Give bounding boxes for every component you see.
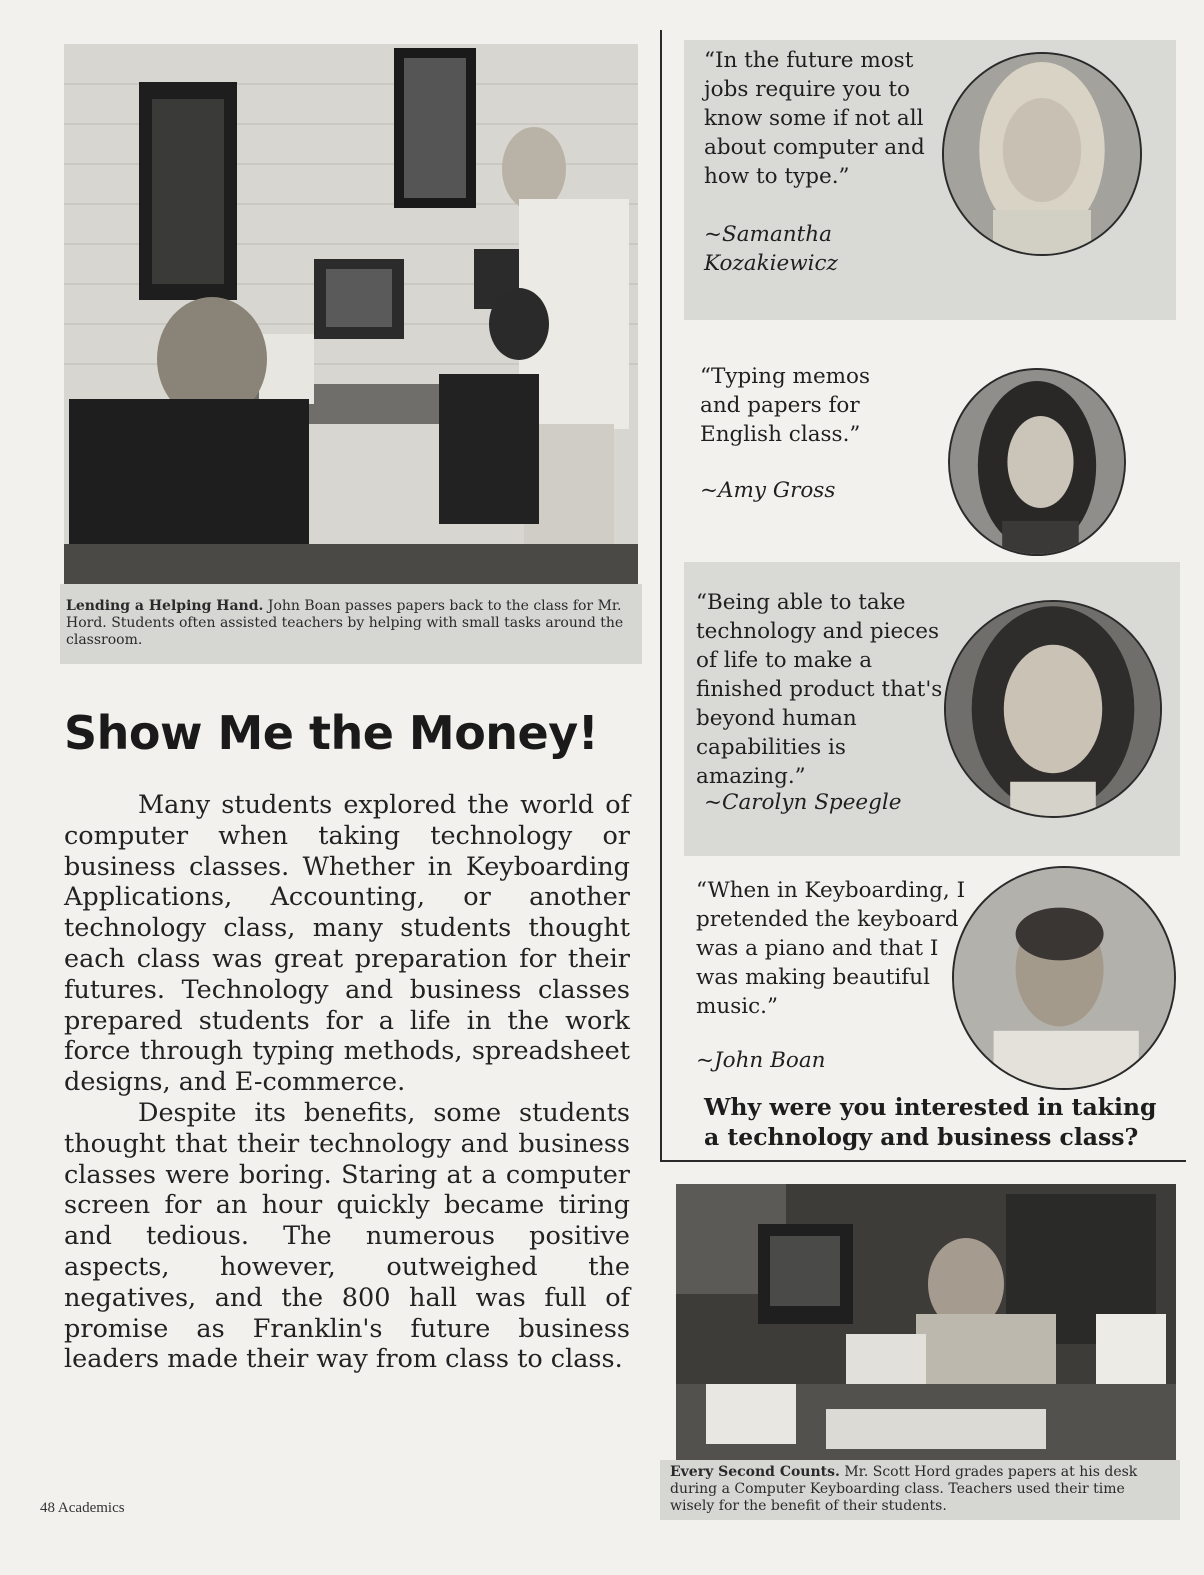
portrait-carolyn [944,600,1162,818]
top-photo-caption-title: Lending a Helping Hand. [66,598,264,614]
bottom-photo-caption [660,1460,1180,1515]
page-folio: 48 Academics [40,1500,125,1516]
portrait-amy [948,368,1126,556]
top-photo-caption-box [60,584,642,664]
quote-2-author: ~Amy Gross [700,478,836,503]
question-rule [660,1160,1186,1162]
article-headline: Show Me the Money! [64,706,599,760]
sidebar-question: Why were you interested in taking a technology and business class? [704,1093,1157,1151]
quote-4-text: “When in Keyboarding, I pretended the keyboard was a piano and that I was making beautiful music.” [696,878,966,1019]
quote-1-text: “In the future most jobs require you to know some if not all about computer and how to type.” [704,48,925,189]
bottom-photo-caption-title: Every Second Counts. [670,1464,840,1480]
portrait-samantha-image [944,54,1140,254]
quote-1-author: ~Samantha Kozakiewicz [704,222,838,276]
top-photo-caption [60,584,642,649]
classroom-photo-illustration [64,44,638,584]
column-divider [660,30,662,1160]
portrait-john [952,866,1176,1090]
article-paragraph-1: Many students explored the world of computer when taking technology or business classes. Whether in Keyboarding Applications, Accounting, or another technology class, many students thought each class was great preparation for their futures. Technology and business classes prepared students for a life in the work force through typing methods, spreadsheet designs, and E-commerce. [64,790,630,1098]
portrait-john-image [954,868,1174,1088]
quote-4-author: ~John Boan [696,1048,826,1073]
bottom-photo-caption-text: Mr. Scott Hord grades papers at his desk during a Computer Keyboarding class. Teachers used their time wisely for the benefit of their students. [670,1464,1138,1514]
portrait-samantha [942,52,1142,256]
quote-3-author: ~Carolyn Speegle [704,790,902,815]
article-paragraph-2: Despite its benefits, some students thought that their technology and business classes were boring. Staring at a computer screen for an hour quickly became tiring and tedious. The numerous positive aspects, however, outweighed the negatives, and the 800 hall was full of promise as Franklin's future business leaders made their way from class to class. [64,1097,630,1375]
quote-2-text: “Typing memos and papers for English class.” [700,364,871,447]
article-body [64,790,630,1375]
portrait-carolyn-image [946,602,1160,816]
top-photo-caption-text: John Boan passes papers back to the class for Mr. Hord. Students often assisted teachers by helping with small tasks around the classroom. [66,598,624,648]
classroom-photo [64,44,638,584]
teacher-photo-illustration [676,1184,1176,1460]
portrait-amy-image [950,370,1124,554]
bottom-photo-caption-box [660,1460,1180,1520]
teacher-photo [676,1184,1176,1460]
quote-3-text: “Being able to take technology and pieces of life to make a finished product that's beyond human capabilities is amazing.” [696,590,943,789]
